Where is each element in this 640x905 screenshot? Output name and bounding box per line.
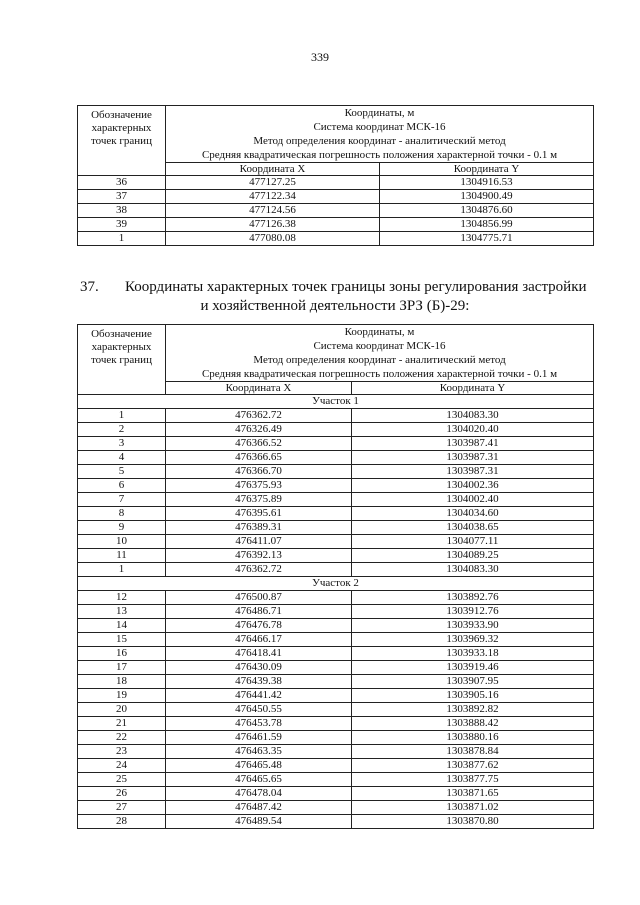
coordinates-header	[166, 106, 594, 163]
table-row	[78, 465, 594, 479]
coord-x-cell: 477124.56	[166, 204, 380, 218]
coord-y-cell: 1303907.95	[352, 675, 594, 689]
point-id-cell: 3	[78, 437, 166, 451]
point-id-cell: 14	[78, 619, 166, 633]
table-row	[78, 745, 594, 759]
point-id-cell: 13	[78, 605, 166, 619]
coord-x-cell: 476392.13	[166, 549, 352, 563]
table-header-row	[78, 106, 594, 163]
table-row	[78, 773, 594, 787]
table-row	[78, 176, 594, 190]
table-row	[78, 619, 594, 633]
coord-y-cell: 1304034.60	[352, 507, 594, 521]
coord-y-cell: 1303877.75	[352, 773, 594, 787]
table-row	[78, 591, 594, 605]
col-x-header: Координата X	[166, 163, 380, 176]
table-row	[78, 190, 594, 204]
coords-header-line: Координаты, м	[344, 326, 415, 338]
point-id-cell: 36	[78, 176, 166, 190]
section-title: Участок 2	[78, 577, 594, 591]
coord-y-cell: 1304083.30	[352, 409, 594, 423]
coord-x-cell: 476389.31	[166, 521, 352, 535]
coord-x-cell: 476466.17	[166, 633, 352, 647]
point-id-cell: 12	[78, 591, 166, 605]
table-row	[78, 437, 594, 451]
table-row	[78, 204, 594, 218]
coord-x-cell: 477122.34	[166, 190, 380, 204]
point-id-cell: 28	[78, 815, 166, 829]
coord-y-cell: 1304916.53	[380, 176, 594, 190]
table-row	[78, 493, 594, 507]
coord-y-cell: 1304083.30	[352, 563, 594, 577]
coord-y-cell: 1304089.25	[352, 549, 594, 563]
table-row	[78, 759, 594, 773]
coords-header-line: Координаты, м	[344, 107, 415, 119]
table-row	[78, 521, 594, 535]
table-row	[78, 801, 594, 815]
coord-y-cell: 1304077.11	[352, 535, 594, 549]
coord-y-cell: 1303987.31	[352, 465, 594, 479]
coord-x-cell: 476453.78	[166, 717, 352, 731]
section-heading-line-2: и хозяйственной деятельности ЗРЗ (Б)-29:	[200, 298, 470, 314]
section-row	[78, 395, 594, 409]
point-id-cell: 10	[78, 535, 166, 549]
table-row	[78, 232, 594, 246]
point-id-cell: 39	[78, 218, 166, 232]
point-id-cell: 8	[78, 507, 166, 521]
page-number: 339	[311, 50, 329, 64]
coord-y-cell: 1303969.32	[352, 633, 594, 647]
coordinates-table-2-body	[78, 325, 594, 829]
coord-y-cell: 1303892.82	[352, 703, 594, 717]
coord-x-cell: 476463.35	[166, 745, 352, 759]
table-row	[78, 563, 594, 577]
coord-y-cell: 1304900.49	[380, 190, 594, 204]
coord-y-cell: 1304002.36	[352, 479, 594, 493]
point-id-cell: 38	[78, 204, 166, 218]
coord-y-cell: 1303987.41	[352, 437, 594, 451]
point-id-cell: 21	[78, 717, 166, 731]
point-label-header	[78, 106, 166, 176]
coord-y-cell: 1304038.65	[352, 521, 594, 535]
coord-y-cell: 1303877.62	[352, 759, 594, 773]
section-row	[78, 577, 594, 591]
table-row	[78, 423, 594, 437]
table-row	[78, 689, 594, 703]
coord-y-cell: 1303912.76	[352, 605, 594, 619]
coords-header-line: Средняя квадратическая погрешность положения характерной точки - 0.1 м	[201, 149, 558, 161]
coord-y-cell: 1303892.76	[352, 591, 594, 605]
section-title: Участок 1	[78, 395, 594, 409]
table-row	[78, 218, 594, 232]
coord-y-cell: 1303987.31	[352, 451, 594, 465]
col-x-header: Координата X	[166, 382, 352, 395]
coord-y-cell: 1303905.16	[352, 689, 594, 703]
coord-y-cell: 1303933.90	[352, 619, 594, 633]
table-row	[78, 717, 594, 731]
coord-x-cell: 476411.07	[166, 535, 352, 549]
section-heading-line-1: Координаты характерных точек границы зоны регулирования застройки	[125, 279, 587, 295]
coord-x-cell: 476489.54	[166, 815, 352, 829]
coord-x-cell: 476366.70	[166, 465, 352, 479]
table-row	[78, 479, 594, 493]
point-id-cell: 7	[78, 493, 166, 507]
coord-x-cell: 477127.25	[166, 176, 380, 190]
coord-x-cell: 476476.78	[166, 619, 352, 633]
coord-x-cell: 476366.65	[166, 451, 352, 465]
point-id-cell: 1	[78, 232, 166, 246]
point-label-line: Обозначение	[91, 109, 152, 121]
coord-x-cell: 476375.89	[166, 493, 352, 507]
coord-y-cell: 1304876.60	[380, 204, 594, 218]
table-row	[78, 549, 594, 563]
point-id-cell: 16	[78, 647, 166, 661]
point-id-cell: 17	[78, 661, 166, 675]
section-number: 37.	[80, 279, 99, 295]
point-id-cell: 22	[78, 731, 166, 745]
coord-y-cell: 1304856.99	[380, 218, 594, 232]
point-id-cell: 2	[78, 423, 166, 437]
coord-y-cell: 1304020.40	[352, 423, 594, 437]
point-id-cell: 11	[78, 549, 166, 563]
table-row	[78, 815, 594, 829]
coord-x-cell: 476395.61	[166, 507, 352, 521]
coord-x-cell: 476487.42	[166, 801, 352, 815]
table-row	[78, 605, 594, 619]
coord-x-cell: 476326.49	[166, 423, 352, 437]
coord-y-cell: 1303870.80	[352, 815, 594, 829]
coords-header-line: Метод определения координат - аналитический метод	[253, 354, 506, 366]
table-header-row	[78, 325, 594, 382]
coordinates-table-1	[77, 105, 594, 246]
table-row	[78, 675, 594, 689]
table-row	[78, 633, 594, 647]
coord-y-cell: 1303919.46	[352, 661, 594, 675]
coord-x-cell: 476439.38	[166, 675, 352, 689]
coord-x-cell: 476461.59	[166, 731, 352, 745]
coord-x-cell: 476486.71	[166, 605, 352, 619]
point-id-cell: 4	[78, 451, 166, 465]
coordinates-table-2	[77, 324, 594, 829]
point-id-cell: 1	[78, 409, 166, 423]
point-label-line: точек границ	[91, 135, 152, 147]
coord-y-cell: 1304002.40	[352, 493, 594, 507]
coord-x-cell: 476441.42	[166, 689, 352, 703]
coord-x-cell: 477080.08	[166, 232, 380, 246]
point-id-cell: 25	[78, 773, 166, 787]
coordinates-table-1-body	[78, 106, 594, 246]
table-row	[78, 507, 594, 521]
point-id-cell: 15	[78, 633, 166, 647]
coordinates-header	[166, 325, 594, 382]
coords-header-line: Система координат МСК-16	[313, 340, 446, 352]
coord-x-cell: 476375.93	[166, 479, 352, 493]
coord-x-cell: 476478.04	[166, 787, 352, 801]
coord-y-cell: 1303871.65	[352, 787, 594, 801]
point-id-cell: 19	[78, 689, 166, 703]
point-id-cell: 5	[78, 465, 166, 479]
coord-x-cell: 476362.72	[166, 563, 352, 577]
table-row	[78, 787, 594, 801]
point-id-cell: 6	[78, 479, 166, 493]
point-label-line: характерных	[91, 341, 152, 353]
coord-y-cell: 1303878.84	[352, 745, 594, 759]
table-row	[78, 409, 594, 423]
table-row	[78, 451, 594, 465]
coord-x-cell: 476366.52	[166, 437, 352, 451]
point-id-cell: 9	[78, 521, 166, 535]
table-row	[78, 661, 594, 675]
point-label-line: характерных	[91, 122, 152, 134]
point-id-cell: 37	[78, 190, 166, 204]
coord-x-cell: 476418.41	[166, 647, 352, 661]
coord-y-cell: 1303871.02	[352, 801, 594, 815]
coords-header-line: Средняя квадратическая погрешность положения характерной точки - 0.1 м	[201, 368, 558, 380]
coord-x-cell: 476450.55	[166, 703, 352, 717]
table-row	[78, 535, 594, 549]
point-label-header	[78, 325, 166, 395]
coord-x-cell: 476430.09	[166, 661, 352, 675]
point-id-cell: 26	[78, 787, 166, 801]
point-id-cell: 18	[78, 675, 166, 689]
coord-x-cell: 476362.72	[166, 409, 352, 423]
coord-x-cell: 476465.48	[166, 759, 352, 773]
coord-y-cell: 1303888.42	[352, 717, 594, 731]
point-id-cell: 23	[78, 745, 166, 759]
table-row	[78, 647, 594, 661]
table-row	[78, 731, 594, 745]
point-id-cell: 24	[78, 759, 166, 773]
point-id-cell: 1	[78, 563, 166, 577]
coord-y-cell: 1303933.18	[352, 647, 594, 661]
coord-x-cell: 476500.87	[166, 591, 352, 605]
col-y-header: Координата Y	[380, 163, 594, 176]
point-id-cell: 20	[78, 703, 166, 717]
table-row	[78, 703, 594, 717]
coords-header-line: Система координат МСК-16	[313, 121, 446, 133]
point-id-cell: 27	[78, 801, 166, 815]
col-y-header: Координата Y	[352, 382, 594, 395]
coord-x-cell: 477126.38	[166, 218, 380, 232]
coord-x-cell: 476465.65	[166, 773, 352, 787]
coord-y-cell: 1304775.71	[380, 232, 594, 246]
coords-header-line: Метод определения координат - аналитический метод	[253, 135, 506, 147]
coord-y-cell: 1303880.16	[352, 731, 594, 745]
point-label-line: точек границ	[91, 354, 152, 366]
point-label-line: Обозначение	[91, 328, 152, 340]
